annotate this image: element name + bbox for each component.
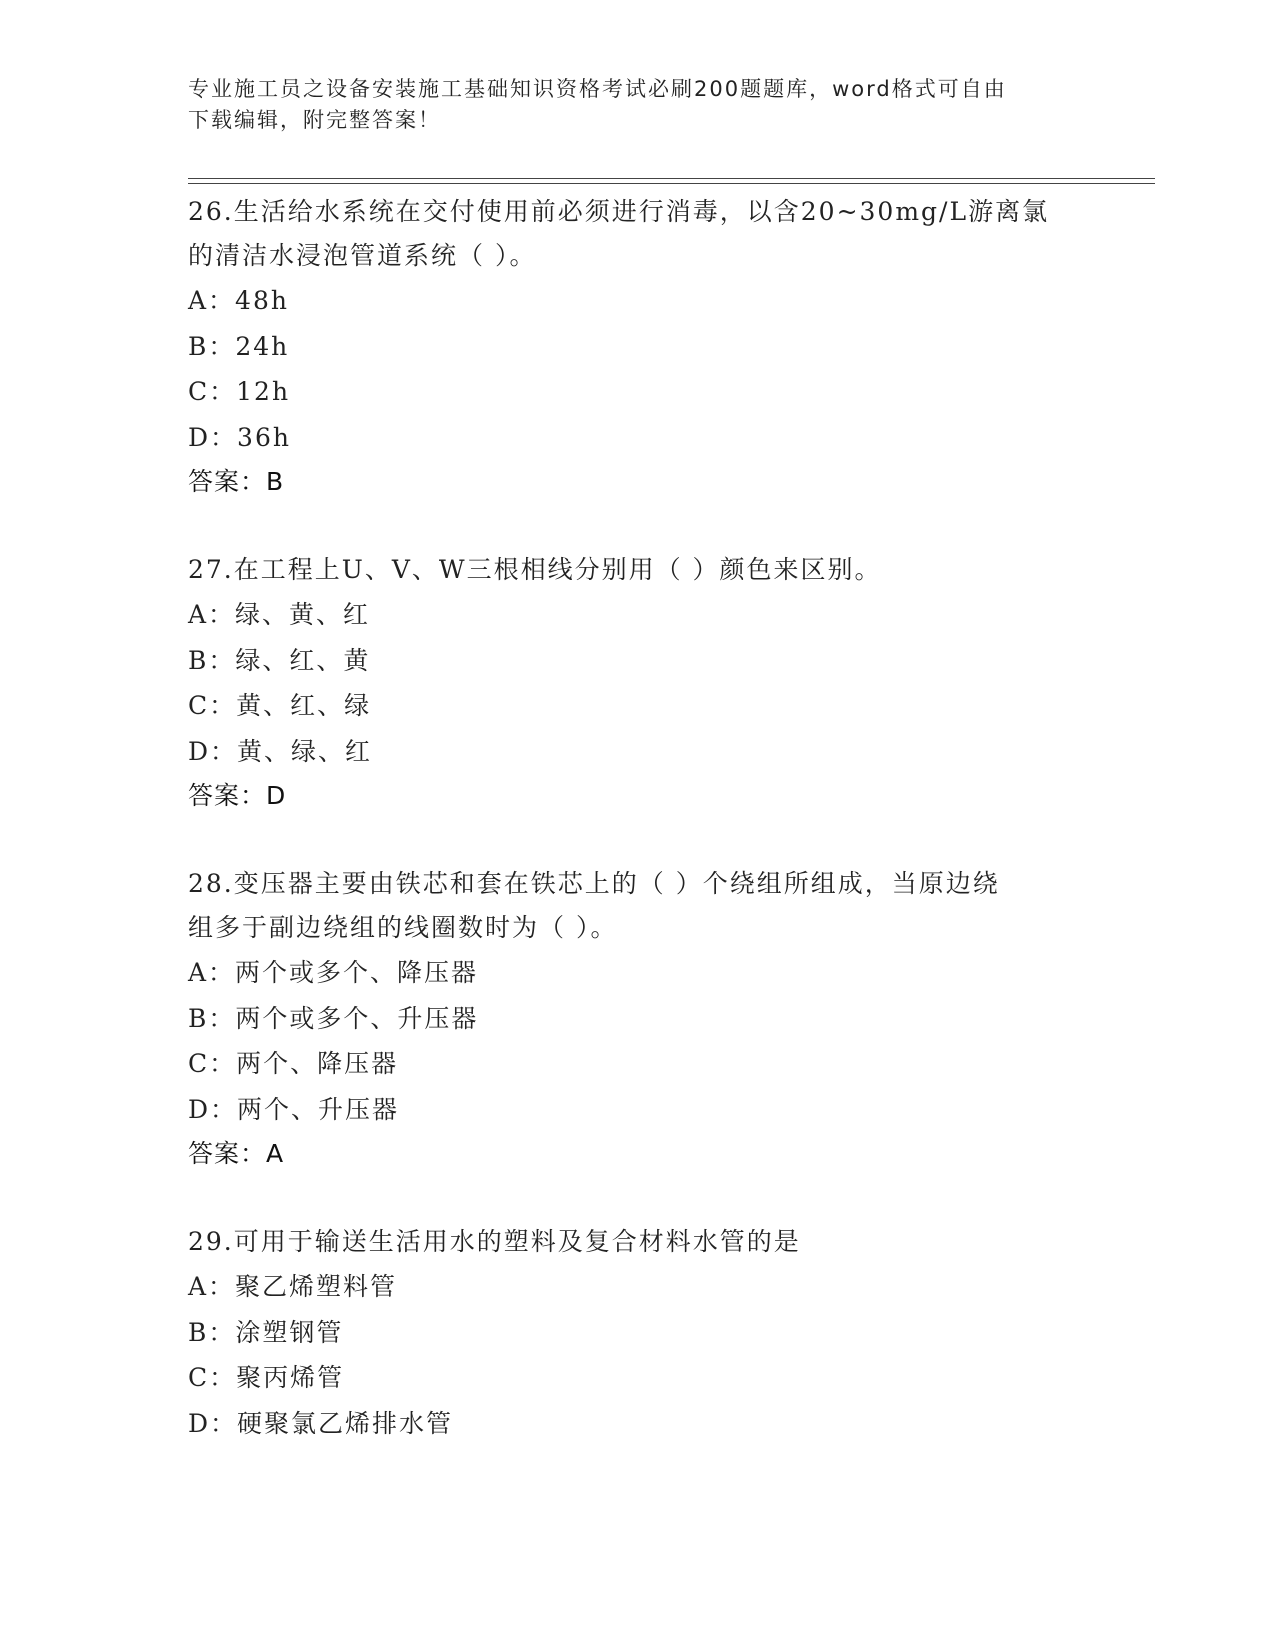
question-27: [188, 548, 1088, 818]
answer-line: 答案：A: [188, 1139, 285, 1168]
header-divider-top: [188, 178, 1155, 179]
option-a: A：绿、黄、红: [188, 600, 371, 629]
option-d: D：硬聚氯乙烯排水管: [188, 1408, 454, 1438]
option-b: B：24h: [188, 331, 290, 361]
header-line-1: 专业施工员之设备安装施工基础知识资格考试必刷200题题库，word格式可自由: [188, 77, 1007, 101]
document-header: [188, 74, 1088, 136]
question-text-line: 28.变压器主要由铁芯和套在铁芯上的（ ）个绕组所组成，当原边绕: [188, 869, 1000, 898]
option-b: B：绿、红、黄: [188, 645, 371, 675]
question-26: [188, 190, 1088, 504]
option-c: C：聚丙烯管: [188, 1363, 345, 1392]
question-28: [188, 862, 1088, 1176]
header-divider-bottom: [188, 183, 1155, 184]
option-c: C：两个、降压器: [188, 1049, 399, 1078]
header-line-2: 下载编辑，附完整答案！: [188, 108, 441, 132]
option-c: C：12h: [188, 377, 291, 406]
answer-line: 答案：B: [188, 467, 285, 496]
question-text-line: 27.在工程上U、V、W三根相线分别用（ ）颜色来区别。: [188, 555, 882, 584]
option-a: A：48h: [188, 286, 289, 315]
option-d: D：黄、绿、红: [188, 736, 373, 766]
question-text-line: 组多于副边绕组的线圈数时为（ ）。: [188, 913, 618, 942]
question-29: [188, 1220, 1088, 1446]
question-list: [188, 190, 1088, 1490]
question-text-line: 29.可用于输送生活用水的塑料及复合材料水管的是: [188, 1227, 801, 1256]
option-a: A：聚乙烯塑料管: [188, 1272, 398, 1301]
option-d: D：36h: [188, 422, 291, 452]
question-text-line: 的清洁水浸泡管道系统（ ）。: [188, 241, 537, 270]
option-c: C：黄、红、绿: [188, 691, 372, 720]
option-d: D：两个、升压器: [188, 1094, 400, 1124]
option-a: A：两个或多个、降压器: [188, 958, 479, 987]
option-b: B：两个或多个、升压器: [188, 1003, 479, 1033]
option-b: B：涂塑钢管: [188, 1317, 344, 1347]
question-text-line: 26.生活给水系统在交付使用前必须进行消毒，以含20~30mg/L游离氯: [188, 197, 1050, 226]
answer-line: 答案：D: [188, 781, 287, 810]
